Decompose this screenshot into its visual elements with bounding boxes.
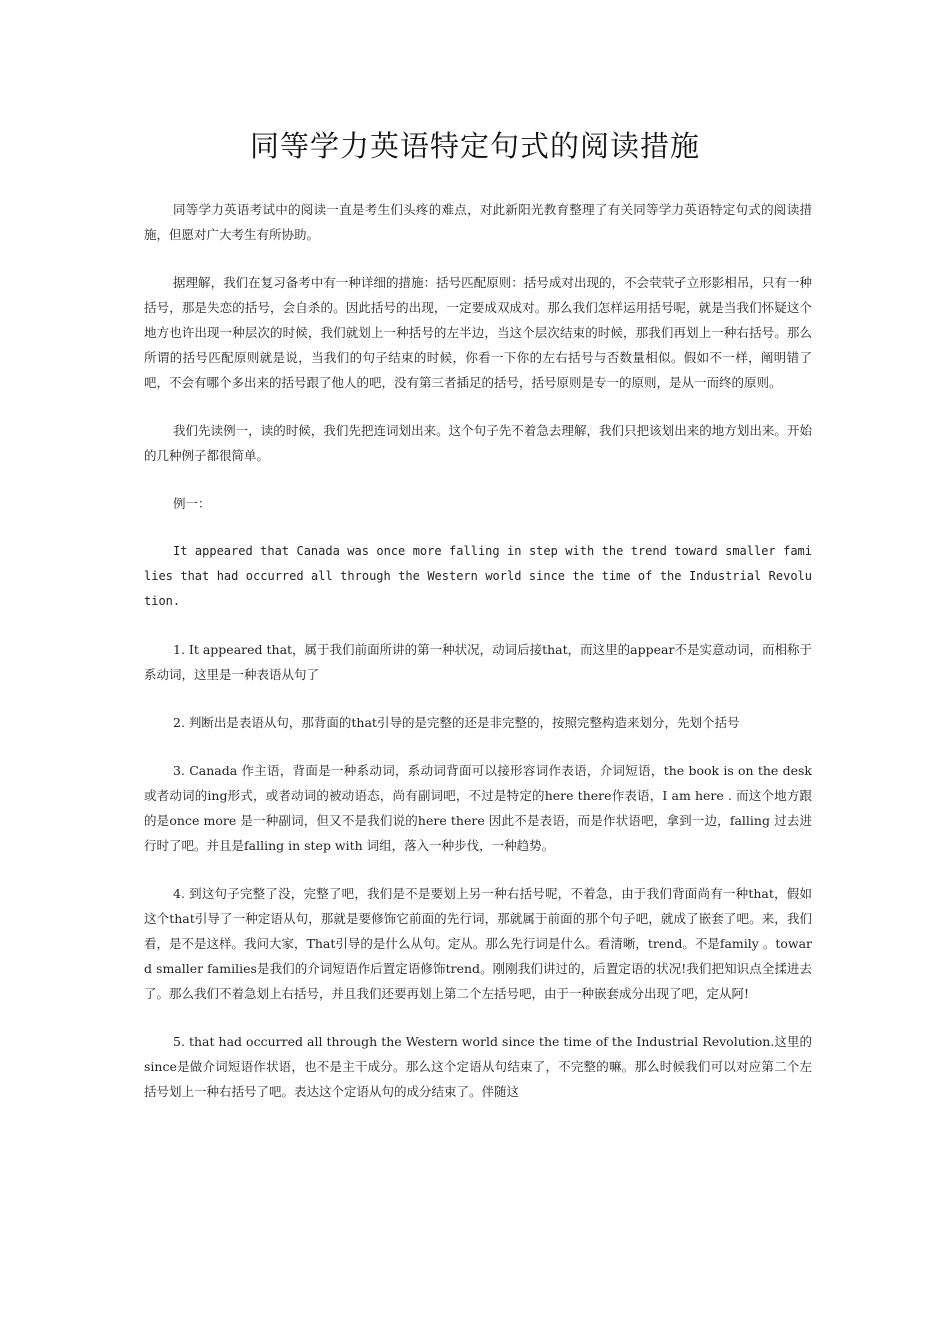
analysis-step-5: 5. that had occurred all through the Western world since the time of the Industrial Revolution.这里的since是做介词短语作状语，也不是主干成分。那么这个定语从句结束了，不完整的嘛。那么时候我们可以对应第二个左括号划上一种右括号了吧。表达这个定语从句的成分结束了。伴随这	[144, 1034, 812, 1099]
document-body	[144, 197, 812, 1127]
analysis-step-1: 1. It appeared that，属于我们前面所讲的第一种状况，动词后接that，而这里的appear不是实意动词，而相称于系动词，这里是一种表语从句了	[144, 642, 812, 682]
intro-paragraph: 同等学力英语考试中的阅读一直是考生们头疼的难点，对此新阳光教育整理了有关同等学力英语特定句式的阅读措施，但愿对广大考生有所协助。	[144, 202, 812, 242]
example-heading: 例一：	[173, 496, 211, 511]
document-title: 同等学力英语特定句式的阅读措施	[249, 129, 700, 163]
analysis-step-3: 3. Canada 作主语，背面是一种系动词，系动词背面可以接形容词作表语，介词短语，the book is on the desk或者动词的ing形式，或者动词的被动语态，尚有副词吧，不过是特定的here there作表语，I am here . 而这个地方跟的是once more 是一种副词，但又不是我们说的here there 因此不是表语，而是作状语吧，拿到一边，falling 过去进行时了吧。并且是falling in step with 词组，落入一种步伐，一种趋势。	[144, 763, 812, 853]
bracket-rule-paragraph: 据理解，我们在复习备考中有一种详细的措施：括号匹配原则：括号成对出现的，不会茕茕孑立形影相吊，只有一种括号，那是失恋的括号，会自杀的。因此括号的出现，一定要成双成对。那么我们怎样运用括号呢，就是当我们怀疑这个地方也许出现一种层次的时候，我们就划上一种括号的左半边，当这个层次结束的时候，那我们再划上一种右括号。那么所谓的括号匹配原则就是说，当我们的句子结束的时候，你看一下你的左右括号与否数量相似。假如不一样，阐明错了吧，不会有哪个多出来的括号跟了他人的吧，没有第三者插足的括号，括号原则是专一的原则，是从一而终的原则。	[144, 275, 812, 390]
example-sentence: It appeared that Canada was once more falling in step with the trend toward smaller families that had occurred all through the Western world since the time of the Industrial Revolution.	[144, 544, 812, 608]
analysis-step-4: 4. 到这句子完整了没，完整了吧，我们是不是要划上另一种右括号呢，不着急，由于我们背面尚有一种that，假如这个that引导了一种定语从句，那就是要修饰它前面的先行词，那就属于前面的那个句子吧，就成了嵌套了吧。来，我们看，是不是这样。我问大家，That引导的是什么从句。定从。那么先行词是什么。看清晰，trend。不是family 。toward smaller families是我们的介词短语作后置定语修饰trend。刚刚我们讲过的，后置定语的状况!我们把知识点全揉进去了。那么我们不着急划上右括号，并且我们还要再划上第二个左括号吧，由于一种嵌套成分出现了吧，定从阿!	[144, 886, 812, 1001]
analysis-step-2: 2. 判断出是表语从句，那背面的that引导的是完整的还是非完整的，按照完整构造来划分，先划个括号	[173, 715, 740, 730]
example-intro-paragraph: 我们先读例一，读的时候，我们先把连词划出来。这个句子先不着急去理解，我们只把该划出来的地方划出来。开始的几种例子都很简单。	[144, 423, 812, 463]
